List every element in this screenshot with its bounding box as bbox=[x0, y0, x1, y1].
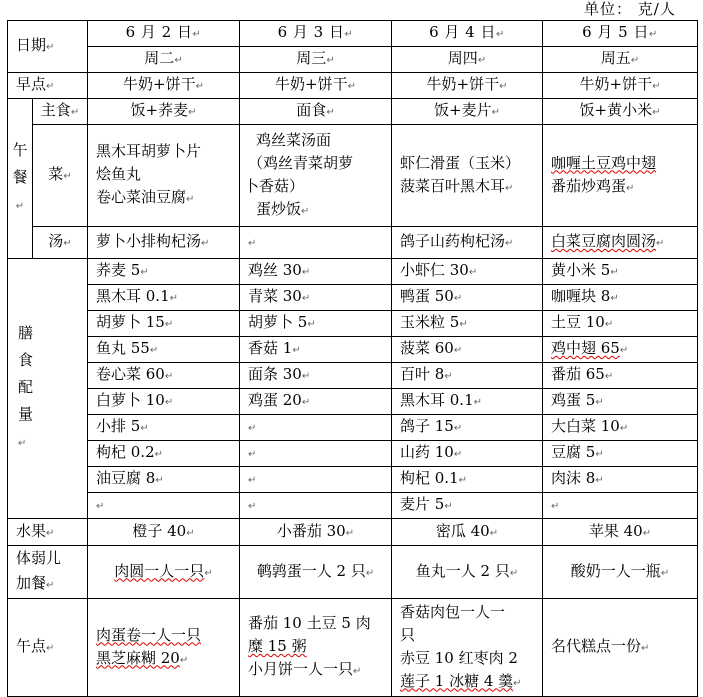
ingredient-cell: 黑木耳 0.1↵ bbox=[88, 285, 240, 311]
ingredient-cell: 胡萝卜 15↵ bbox=[88, 311, 240, 337]
ingredient-cell: 荞麦 5↵ bbox=[88, 259, 240, 285]
ingredient-row bbox=[8, 363, 698, 389]
date-row bbox=[8, 21, 698, 47]
ingredient-cell: 鱼丸 55↵ bbox=[88, 337, 240, 363]
fruit-cell: 小番茄 30↵ bbox=[240, 519, 392, 546]
ingredient-row bbox=[8, 441, 698, 467]
ingredient-row bbox=[8, 389, 698, 415]
extra-meal-cell: 肉圆一人一只↵ bbox=[88, 546, 240, 599]
dish-cell: 黑木耳胡萝卜片 烩鱼丸 卷心菜油豆腐↵ bbox=[88, 125, 240, 227]
ingredient-cell: 小虾仁 30↵ bbox=[392, 259, 543, 285]
afternoon-snack-label: 午点↵ bbox=[8, 599, 88, 697]
ingredient-row bbox=[8, 493, 698, 519]
fruit-cell: 密瓜 40↵ bbox=[392, 519, 543, 546]
ingredient-cell: 咖喱块 8↵ bbox=[543, 285, 698, 311]
ingredient-cell: 黑木耳 0.1↵ bbox=[392, 389, 543, 415]
ingredient-cell: 玉米粒 5↵ bbox=[392, 311, 543, 337]
afternoon-snack-cell: 香菇肉包一人一 只 赤豆 10 红枣肉 2 莲子 1 冰糖 4 羹↵ bbox=[392, 599, 543, 697]
ingredient-cell: ↵ bbox=[240, 467, 392, 493]
ingredient-cell: 枸杞 0.2↵ bbox=[88, 441, 240, 467]
dish-cell: 咖喱土豆鸡中翅 番茄炒鸡蛋↵ bbox=[543, 125, 698, 227]
ingredient-cell: 豆腐 5↵ bbox=[543, 441, 698, 467]
staple-label: 主食↵ bbox=[33, 99, 88, 125]
staple-cell: 饭+荞麦↵ bbox=[88, 99, 240, 125]
breakfast-cell: 牛奶+饼干↵ bbox=[543, 73, 698, 99]
ingredient-cell: 鸭蛋 50↵ bbox=[392, 285, 543, 311]
date-header: 日期↵ bbox=[8, 21, 88, 73]
soup-cell: ↵ bbox=[240, 227, 392, 259]
dish-cell: 鸡丝菜汤面 （鸡丝青菜胡萝 卜香菇） 蛋炒饭↵ bbox=[240, 125, 392, 227]
staple-cell: 饭+麦片↵ bbox=[392, 99, 543, 125]
ingredient-cell: ↵ bbox=[240, 415, 392, 441]
ingredient-cell: 麦片 5↵ bbox=[392, 493, 543, 519]
ingredient-cell: ↵ bbox=[88, 493, 240, 519]
breakfast-cell: 牛奶+饼干↵ bbox=[392, 73, 543, 99]
ingredient-row bbox=[8, 467, 698, 493]
ingredient-cell: 肉沫 8↵ bbox=[543, 467, 698, 493]
afternoon-snack-cell: 名代糕点一份↵ bbox=[543, 599, 698, 697]
afternoon-snack-cell: 肉蛋卷一人一只 黑芝麻糊 20↵ bbox=[88, 599, 240, 697]
staple-cell: 饭+黄小米↵ bbox=[543, 99, 698, 125]
soup-row bbox=[8, 227, 698, 259]
ingredient-row bbox=[8, 337, 698, 363]
staple-cell: 面食↵ bbox=[240, 99, 392, 125]
ingredient-row bbox=[8, 285, 698, 311]
weekly-menu-table bbox=[7, 20, 698, 697]
afternoon-snack-cell: 番茄 10 土豆 5 肉 糜 15 粥 小月饼一人一只↵ bbox=[240, 599, 392, 697]
weekday: 周四↵ bbox=[392, 47, 543, 73]
extra-meal-label: 体弱儿 加餐↵ bbox=[8, 546, 88, 599]
ingredient-cell: ↵ bbox=[543, 493, 698, 519]
weekday: 周二↵ bbox=[88, 47, 240, 73]
afternoon-snack-row bbox=[8, 599, 698, 697]
ingredient-cell: 鸡蛋 5↵ bbox=[543, 389, 698, 415]
dish-cell: 虾仁滑蛋（玉米） 菠菜百叶黑木耳↵ bbox=[392, 125, 543, 227]
weekday: 周三↵ bbox=[240, 47, 392, 73]
ingredient-cell: 卷心菜 60↵ bbox=[88, 363, 240, 389]
ingredient-cell: 鸽子 15↵ bbox=[392, 415, 543, 441]
day-date: 6 月 2 日↵ bbox=[88, 21, 240, 47]
soup-label: 汤↵ bbox=[33, 227, 88, 259]
ingredient-cell: 小排 5↵ bbox=[88, 415, 240, 441]
lunch-label: 午 餐 ↵ bbox=[8, 99, 33, 259]
day-date: 6 月 4 日↵ bbox=[392, 21, 543, 47]
ingredient-cell: 胡萝卜 5↵ bbox=[240, 311, 392, 337]
ingredient-cell: 鸡蛋 20↵ bbox=[240, 389, 392, 415]
unit-label: 单位： 克/人 bbox=[584, 0, 676, 18]
ingredient-cell: 油豆腐 8↵ bbox=[88, 467, 240, 493]
ingredients-label: 膳 食 配 量 ↵ bbox=[8, 259, 88, 519]
ingredient-cell: 枸杞 0.1↵ bbox=[392, 467, 543, 493]
ingredient-cell: 青菜 30↵ bbox=[240, 285, 392, 311]
soup-cell: 鸽子山药枸杞汤↵ bbox=[392, 227, 543, 259]
fruit-label: 水果↵ bbox=[8, 519, 88, 546]
ingredient-cell: 鸡丝 30↵ bbox=[240, 259, 392, 285]
weekday: 周五↵ bbox=[543, 47, 698, 73]
ingredient-cell: 土豆 10↵ bbox=[543, 311, 698, 337]
ingredient-cell: 菠菜 60↵ bbox=[392, 337, 543, 363]
ingredient-cell: 百叶 8↵ bbox=[392, 363, 543, 389]
ingredient-cell: 山药 10↵ bbox=[392, 441, 543, 467]
soup-cell: 萝卜小排枸杞汤↵ bbox=[88, 227, 240, 259]
breakfast-cell: 牛奶+饼干↵ bbox=[88, 73, 240, 99]
ingredient-cell: 鸡中翅 65↵ bbox=[543, 337, 698, 363]
extra-meal-row bbox=[8, 546, 698, 599]
ingredient-row bbox=[8, 311, 698, 337]
ingredient-cell: 面条 30↵ bbox=[240, 363, 392, 389]
ingredient-cell: 香菇 1↵ bbox=[240, 337, 392, 363]
day-date: 6 月 5 日↵ bbox=[543, 21, 698, 47]
staple-row bbox=[8, 99, 698, 125]
ingredient-cell: 白萝卜 10↵ bbox=[88, 389, 240, 415]
extra-meal-cell: 酸奶一人一瓶↵ bbox=[543, 546, 698, 599]
ingredient-cell: ↵ bbox=[240, 441, 392, 467]
day-date: 6 月 3 日↵ bbox=[240, 21, 392, 47]
dish-row bbox=[8, 125, 698, 227]
fruit-cell: 橙子 40↵ bbox=[88, 519, 240, 546]
ingredient-cell: 大白菜 10↵ bbox=[543, 415, 698, 441]
ingredient-cell: 番茄 65↵ bbox=[543, 363, 698, 389]
dish-label: 菜↵ bbox=[33, 125, 88, 227]
soup-cell: 白菜豆腐肉圆汤↵ bbox=[543, 227, 698, 259]
extra-meal-cell: 鹌鹑蛋一人 2 只↵ bbox=[240, 546, 392, 599]
ingredient-cell: ↵ bbox=[240, 493, 392, 519]
breakfast-cell: 牛奶+饼干↵ bbox=[240, 73, 392, 99]
weekday-row bbox=[8, 47, 698, 73]
fruit-row bbox=[8, 519, 698, 546]
extra-meal-cell: 鱼丸一人 2 只↵ bbox=[392, 546, 543, 599]
ingredient-row bbox=[8, 415, 698, 441]
ingredient-row bbox=[8, 259, 698, 285]
ingredient-cell: 黄小米 5↵ bbox=[543, 259, 698, 285]
breakfast-label: 早点↵ bbox=[8, 73, 88, 99]
breakfast-row bbox=[8, 73, 698, 99]
fruit-cell: 苹果 40↵ bbox=[543, 519, 698, 546]
